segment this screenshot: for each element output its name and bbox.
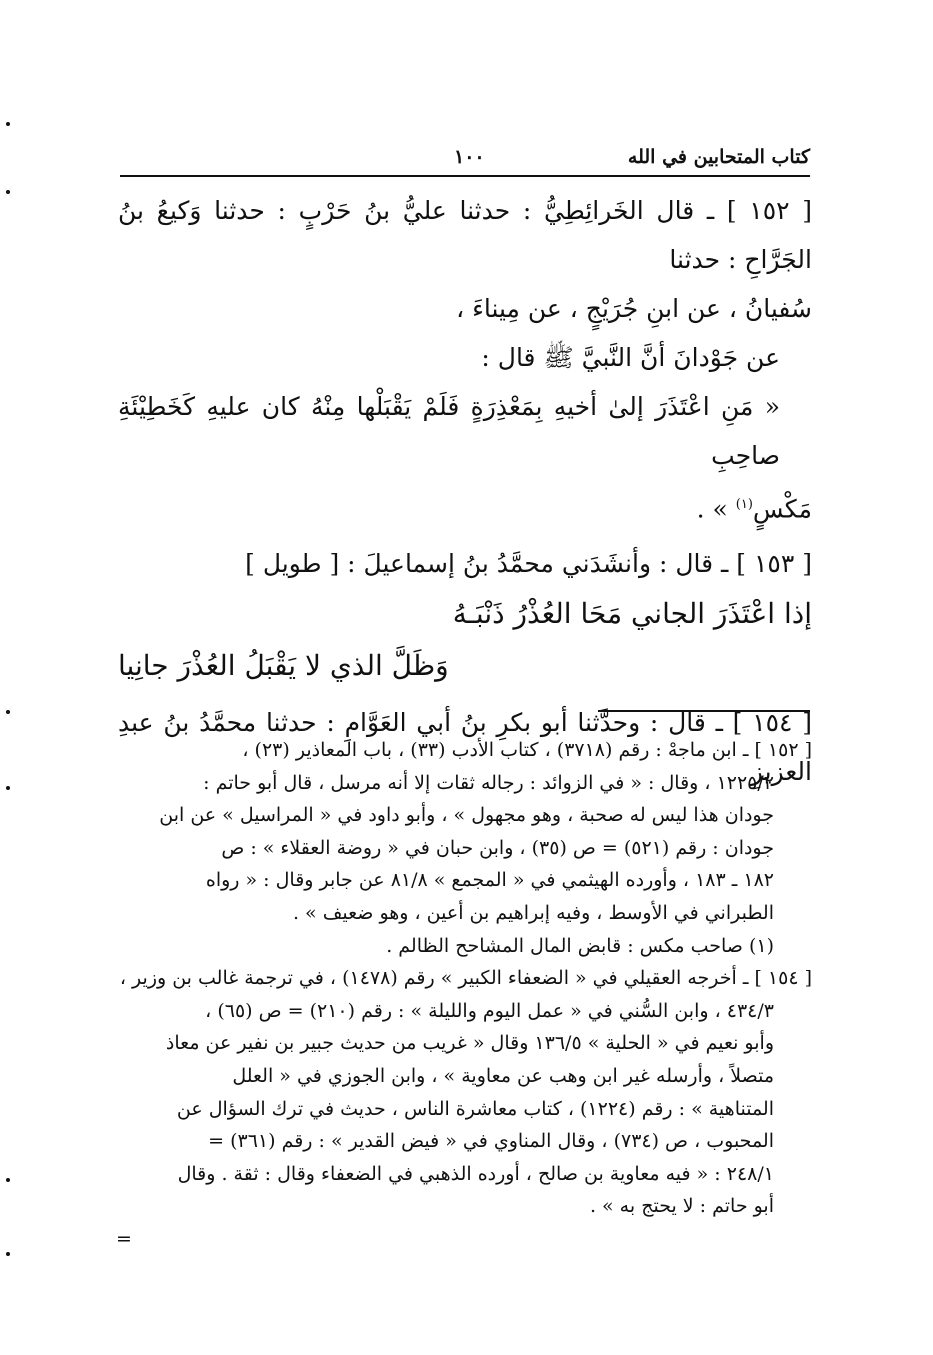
footnote-152-line: [ ١٥٢ ] ـ ابن ماجهْ : رقم (٣٧١٨) ، كتاب الأدب (٣٣) ، باب المعاذير (٢٣) ،: [242, 739, 812, 761]
footnote-154-line: [ ١٥٤ ] ـ أخرجه العقيلي في « الضعفاء الكبير » رقم (١٤٧٨) ، في ترجمة غالب بن وزير ،: [119, 967, 812, 990]
footnote-154-line: المتناهية » : رقم (١٢٢٤) ، كتاب معاشرة الناس ، حديث في ترك السؤال عن: [176, 1097, 774, 1120]
footnote-152-line: ١٨٢ ـ ١٨٣ ، وأورده الهيثمي في « المجمع » ٨١/٨ عن جابر وقال : « رواه: [205, 869, 774, 892]
footnote-reference: (١): [735, 497, 753, 512]
scan-mark: [6, 1178, 10, 1182]
page-number: ١٠٠: [454, 146, 485, 168]
footnote-152-line: ١٢٢٥/٢ ، وقال : « في الزوائد : رجاله ثقات إلا أنه مرسل ، قال أبو حاتم :: [203, 771, 774, 794]
book-title: كتاب المتحابين في الله: [627, 146, 810, 168]
footnote-152-line: جودان : رقم (٥٢١) = ص (٣٥) ، وابن حبان في « روضة العقلاء » : ص: [221, 836, 774, 859]
hadith-152-line: [ ١٥٢ ] ـ قال الخَرائِطِيُّ : حدثنا عليُّ بنُ حَرْبٍ : حدثنا وَكيعُ بنُ الجَرَّاحِ : حدثنا: [118, 196, 812, 274]
footnote-154-line: ٤٣٤/٣ ، وابن السُّني في « عمل اليوم والليلة » : رقم (٢١٠) = ص (٦٥) ،: [205, 999, 774, 1022]
footnote-152-line: الطبراني في الأوسط ، وفيه إبراهيم بن أعين ، وهو ضعيف » .: [292, 901, 774, 924]
hadith-152-line: « مَنِ اعْتَذَرَ إلىٰ أخيهِ بِمَعْذِرَةٍ فَلَمْ يَقْبَلْها مِنْهُ كان عليهِ كَخَطِيْئَةِ صاحِبِ: [118, 392, 780, 470]
scan-mark: [6, 190, 10, 194]
footnote-152-line: جودان هذا ليس له صحبة ، وهو مجهول » ، وأبو داود في « المراسيل » عن ابن: [159, 804, 774, 827]
footnote-154-line: ٢٤٨/١ : « فيه معاوية بن صالح ، أورده الذهبي في الضعفاء وقال : ثقة . وقال: [177, 1162, 774, 1185]
main-text: [118, 186, 812, 796]
poem-verse-second: وَظَلَّ الذي لا يَقْبَلُ العُذْرَ جانِيا: [118, 649, 449, 683]
poem-verse-first: إذا اعْتَذَرَ الجاني مَحَا العُذْرُ ذَنْبَـهُ: [452, 597, 812, 631]
running-header: [120, 140, 810, 174]
hadith-154-line: [ ١٥٤ ] ـ قال : وحدَّثنا أبو بكرِ بنُ أبي العَوَّامِ : حدثنا محمَّدُ بنُ عبدِ العزيزِ: [118, 708, 812, 787]
footnote-154-line: وأبو نعيم في « الحلية » ١٣٦/٥ وقال « غريب من حديث جبير بن نفير عن معاذ: [165, 1032, 774, 1055]
footnote-154-line: متصلاً ، وأرسله غير ابن وهب عن معاوية » ، وابن الجوزي في « العلل: [232, 1064, 774, 1087]
header-rule: [120, 175, 810, 177]
footnotes: [118, 734, 812, 1223]
scan-mark: [6, 710, 10, 714]
footnote-154-line: المحبوب ، ص (٧٣٤) ، وقال المناوي في « فيض القدير » : رقم (٣٦١) =: [208, 1130, 774, 1153]
scan-mark: [6, 1252, 10, 1256]
footnote-154-line: أبو حاتم : لا يحتج به » .: [589, 1195, 774, 1218]
hadith-152-line: عن جَوْدانَ أنَّ النَّبيَّ ﷺ قال :: [481, 343, 780, 372]
footnote-rule: [598, 710, 810, 712]
footnote-152-line: (١) صاحب مكس : قابض المال المشاحح الظالم .: [386, 934, 774, 957]
hadith-152-text: » .: [696, 494, 728, 524]
scan-mark: [6, 786, 10, 790]
hadith-152-text: مَكْسٍ: [752, 494, 812, 524]
scan-mark: [6, 122, 10, 126]
continuation-mark: =: [116, 1228, 132, 1250]
hadith-152-line: [118, 480, 812, 533]
hadith-153-line: [ ١٥٣ ] ـ قال : وأنشَدَني محمَّدُ بنُ إسماعيلَ : [ طويل ]: [245, 549, 812, 579]
hadith-152-line: سُفيانُ ، عن ابنِ جُرَيْجٍ ، عن مِيناءَ ،: [456, 294, 812, 323]
